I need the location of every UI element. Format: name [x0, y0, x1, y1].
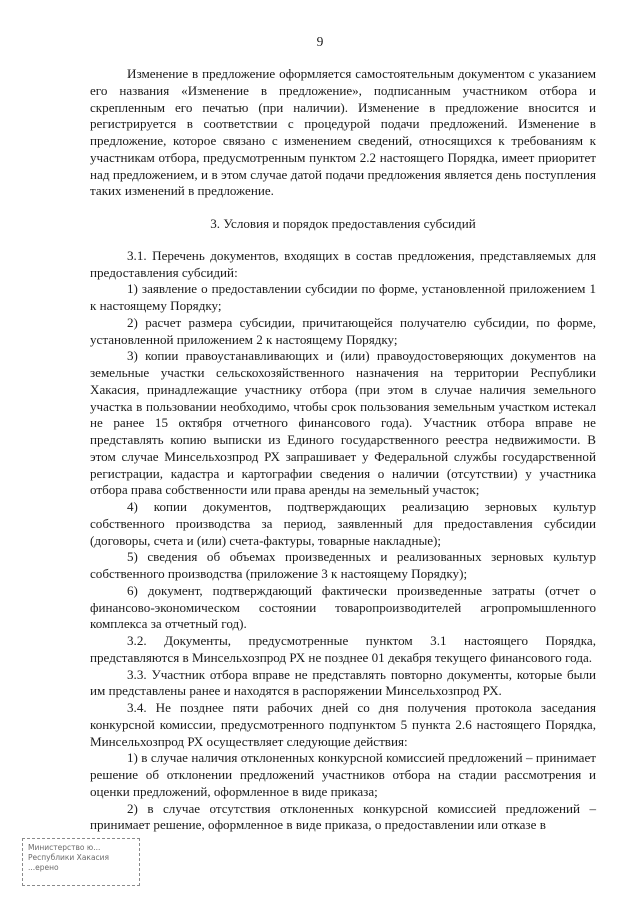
paragraph-3-4: 3.4. Не позднее пяти рабочих дней со дня получения протокола заседания конкурсной комиссии, предусмотренного подпунктом 5 пункта 2.6 настоящего Порядка, Минсельхозпрод РХ осуществляет следующие действия: [90, 700, 596, 749]
registration-stamp [22, 838, 140, 886]
stamp-line-1: Министерство ю... [28, 843, 101, 852]
intro-paragraph: Изменение в предложение оформляется самостоятельным документом с указанием его названия «Изменение в предложение», подписанным участником отбора и скрепленным его печатью (при наличии). Изменение в предложение вносится и регистрируется в соответствии с процедурой подачи предложений. Изменение в предложение, которое связано с изменением сведений, относящихся к требованиям к участникам отбора, предусмотренным пунктом 2.2 настоящего Порядка, имеет приоритет над предложением, и в этом случае датой подачи предложения является день поступления таких изменений в предложение. [90, 66, 596, 199]
list-item-1: 1) заявление о предоставлении субсидии по форме, установленной приложением 1 к настоящему Порядку; [90, 281, 596, 313]
list-item-2: 2) расчет размера субсидии, причитающейся получателю субсидии, по форме, установленной приложением 2 к настоящему Порядку; [90, 314, 596, 347]
page-number: 9 [316, 34, 324, 49]
list-item-5: 5) сведения об объемах произведенных и реализованных зерновых культур собственного производства (приложение 3 к настоящему Порядку); [90, 549, 596, 581]
stamp-line-2: Республики Хакасия [28, 853, 110, 862]
action-item-1: 1) в случае наличия отклоненных конкурсной комиссией предложений – принимает решение об отклонении предложений участников отбора на стадии рассмотрения и оценки предложений, оформленное в виде приказа; [90, 750, 596, 799]
paragraph-3-2: 3.2. Документы, предусмотренные пунктом 3.1 настоящего Порядка, представляются в Минсельхозпрод РХ не позднее 01 декабря текущего финансового года. [90, 633, 596, 665]
list-item-3: 3) копии правоустанавливающих и (или) правоудостоверяющих документов на земельные участки сельскохозяйственного назначения на территории Республики Хакасия, принадлежащие участнику отбора (при этом в случае наличия земельного участка в пользовании необходимо, чтобы срок пользования земельным участком истекал не ранее 15 октября отчетного финансового года). Участник отбора вправе не представлять копию выписки из Единого государственного реестра недвижимости. В этом случае Минсельхозпрод РХ запрашивает у Федеральной службы государственной регистрации, кадастра и картографии сведения о наличии (отсутствии) у участника отбора права собственности или права аренды на земельный участок; [90, 348, 596, 498]
action-item-2: 2) в случае отсутствия отклоненных конкурсной комиссией предложений – принимает решение, оформленное в виде приказа, о предоставлении или отказе в [90, 800, 596, 833]
list-item-6: 6) документ, подтверждающий фактически произведенные затраты (отчет о финансово-экономическом состоянии товаропроизводителей агропромышленного комплекса за отчетный год). [90, 582, 596, 632]
paragraph-3-3: 3.3. Участник отбора вправе не представлять повторно документы, которые были им представлены ранее и находятся в распоряжении Минсельхозпрод РХ. [90, 666, 596, 699]
stamp-line-3: ...ерено [28, 863, 59, 872]
paragraph-3-1: 3.1. Перечень документов, входящих в состав предложения, представляемых для предоставления субсидий: [90, 247, 596, 280]
list-item-4: 4) копии документов, подтверждающих реализацию зерновых культур собственного производства за период, заявленный для предоставления субсидии (договоры, счета и (или) счета-фактуры, товарные накладные); [90, 499, 596, 548]
section-title: 3. Условия и порядок предоставления субсидий [210, 216, 476, 231]
document-body [90, 66, 596, 834]
